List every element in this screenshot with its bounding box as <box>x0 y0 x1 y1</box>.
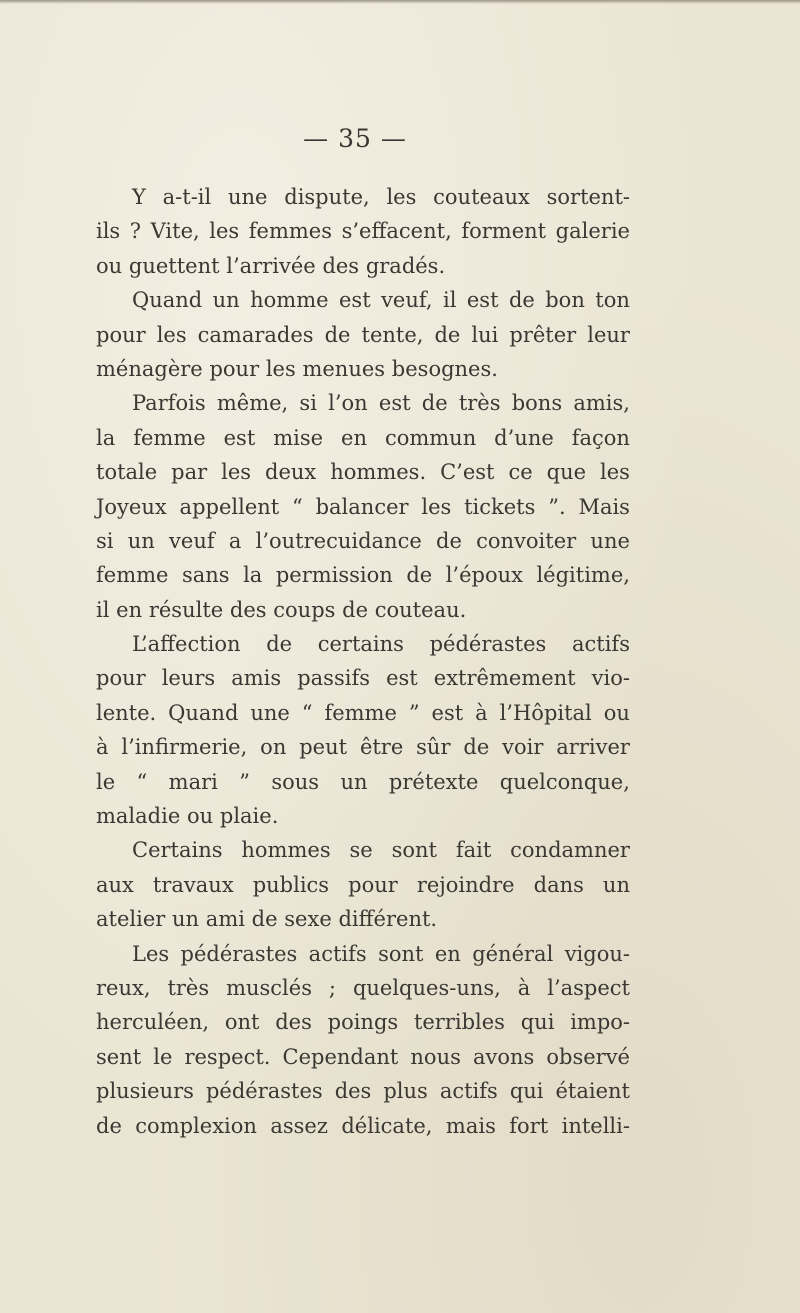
text-line: herculéen, ont des poings terribles qui impo- <box>96 1010 630 1035</box>
page-number: — 35 — <box>303 124 407 153</box>
text-line: reux, très musclés ; quelques-uns, à l’aspect <box>96 975 630 1000</box>
text-line: le “ mari ” sous un prétexte quelconque, <box>96 769 630 794</box>
text-line: maladie ou plaie. <box>96 804 279 829</box>
text-line: Parfois même, si l’on est de très bons amis, <box>132 391 630 416</box>
text-line: Joyeux appellent “ balancer les tickets ”. Mais <box>96 494 630 519</box>
text-line: aux travaux publics pour rejoindre dans un <box>96 872 630 897</box>
text-line: pour les camarades de tente, de lui prêter leur <box>96 322 630 347</box>
text-line: sent le respect. Cependant nous avons observé <box>96 1044 630 1069</box>
text-line: ménagère pour les menues besognes. <box>96 356 498 381</box>
text-line: de complexion assez délicate, mais fort intelli- <box>96 1113 630 1138</box>
text-line: ou guettent l’arrivée des gradés. <box>96 253 446 278</box>
text-line: Quand un homme est veuf, il est de bon ton <box>132 288 630 313</box>
text-line: Les pédérastes actifs sont en général vigou- <box>132 941 630 966</box>
page-top-edge <box>0 0 800 4</box>
body-text <box>96 180 630 1143</box>
text-line: Certains hommes se sont fait condamner <box>132 838 630 863</box>
text-line: à l’infirmerie, on peut être sûr de voir arriver <box>96 735 630 760</box>
text-line: il en résulte des coups de couteau. <box>96 597 467 622</box>
text-line: la femme est mise en commun d’une façon <box>96 425 630 450</box>
text-line: plusieurs pédérastes des plus actifs qui étaient <box>96 1079 630 1104</box>
text-line: si un veuf a l’outrecuidance de convoiter une <box>96 528 630 553</box>
text-line: totale par les deux hommes. C’est ce que les <box>96 460 630 485</box>
text-line: ils ? Vite, les femmes s’effacent, forment galerie <box>96 219 630 244</box>
text-line: lente. Quand une “ femme ” est à l’Hôpital ou <box>96 700 630 725</box>
text-line: Y a-t-il une dispute, les couteaux sortent- <box>132 185 630 209</box>
text-line: atelier un ami de sexe différent. <box>96 907 438 932</box>
text-line: pour leurs amis passifs est extrêmement vio- <box>96 666 630 691</box>
text-line: femme sans la permission de l’époux légitime, <box>96 563 630 588</box>
text-line: L’affection de certains pédérastes actifs <box>132 632 630 657</box>
